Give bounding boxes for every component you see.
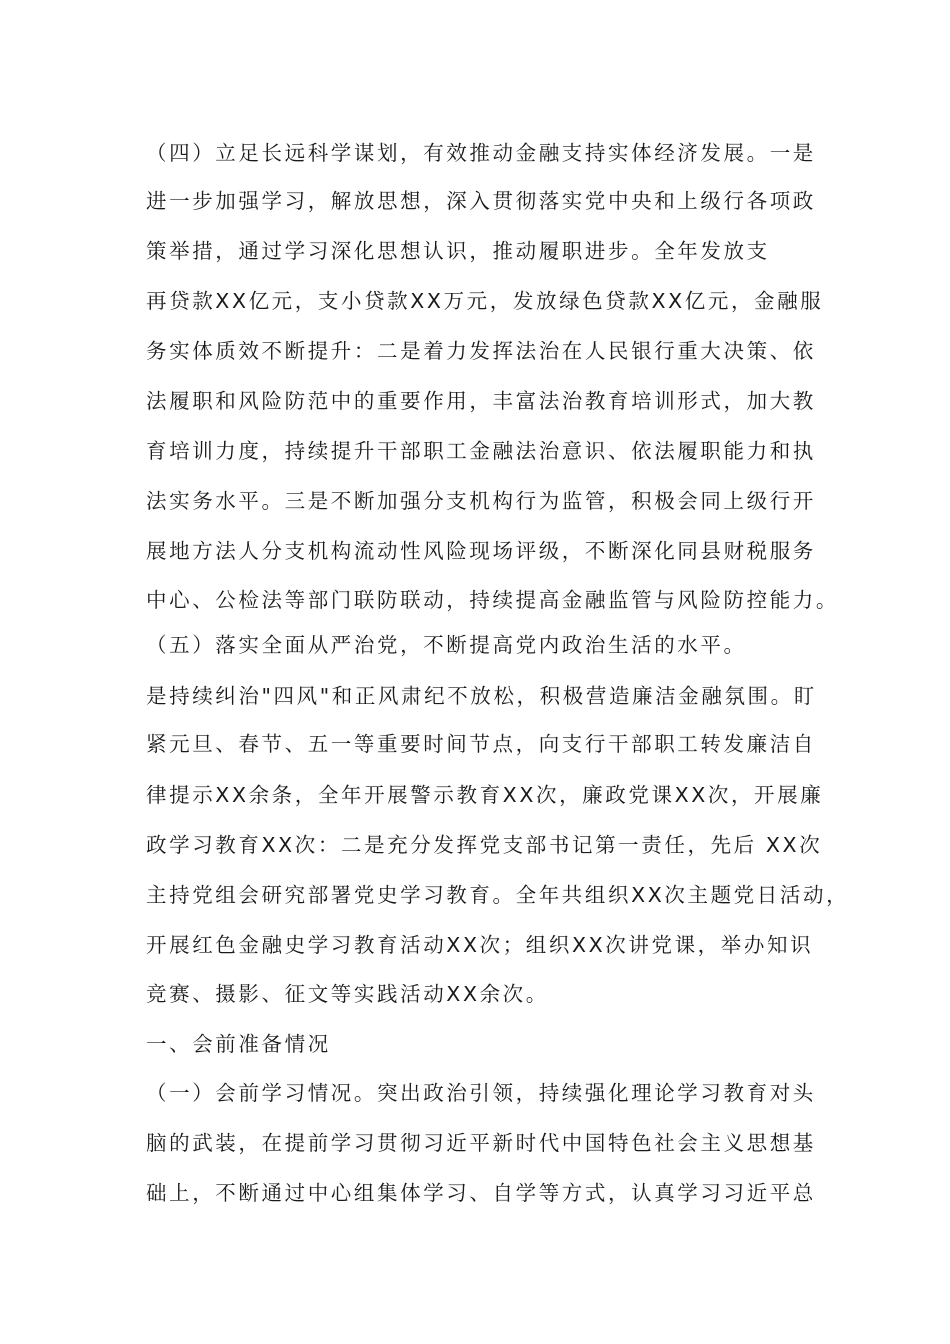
text-line: 政学习教育XX次：二是充分发挥党支部书记第一责任，先后 XX次 — [146, 833, 823, 857]
text-line: 竞赛、摄影、征文等实践活动XX余次。 — [146, 982, 549, 1006]
text-line: 再贷款XX亿元，支小贷款XX万元，发放绿色贷款XX亿元，金融服 — [146, 289, 824, 313]
text-line: 育培训力度，持续提升干部职工金融法治意识、依法履职能力和执 — [146, 439, 816, 463]
section-heading: （五）落实全面从严治党，不断提高党内政治生活的水平。 — [146, 633, 747, 657]
section-heading: 一、会前准备情况 — [146, 1032, 331, 1056]
text-line: 法实务水平。三是不断加强分支机构行为监管，积极会同上级行开 — [146, 489, 816, 513]
text-line: 法履职和风险防范中的重要作用，丰富法治教育培训形式，加大教 — [146, 389, 816, 413]
text-line: 开展红色金融史学习教育活动XX次；组织XX次讲党课，举办知识 — [146, 933, 814, 957]
text-line: 务实体质效不断提升：二是着力发挥法治在人民银行重大决策、依 — [146, 339, 816, 363]
text-line: 中心、公检法等部门联防联动，持续提高金融监管与风险防控能力。 — [146, 588, 839, 612]
text-line: 紧元旦、春节、五一等重要时间节点，向支行干部职工转发廉洁自 — [146, 732, 816, 756]
text-line: 主持党组会研究部署党史学习教育。全年共组织XX次主题党日活动， — [146, 883, 850, 907]
text-line: 是持续纠治"四风"和正风肃纪不放松，积极营造廉洁金融氛围。盯 — [146, 684, 817, 708]
text-line: 础上，不断通过中心组集体学习、自学等方式，认真学习习近平总 — [146, 1181, 816, 1205]
text-line: （四）立足长远科学谋划，有效推动金融支持实体经济发展。一是 — [146, 141, 816, 165]
text-line: 进一步加强学习，解放思想，深入贯彻落实党中央和上级行各项政 — [146, 189, 816, 213]
text-line: 策举措，通过学习深化思想认识，推动履职进步。全年发放支 — [146, 239, 770, 263]
text-line: （一）会前学习情况。突出政治引领，持续强化理论学习教育对头 — [146, 1081, 816, 1105]
text-line: 律提示XX余条，全年开展警示教育XX次，廉政党课XX次，开展廉 — [146, 783, 824, 807]
text-line: 展地方法人分支机构流动性风险现场评级，不断深化同县财税服务 — [146, 539, 816, 563]
text-line: 脑的武装，在提前学习贯彻习近平新时代中国特色社会主义思想基 — [146, 1131, 816, 1155]
